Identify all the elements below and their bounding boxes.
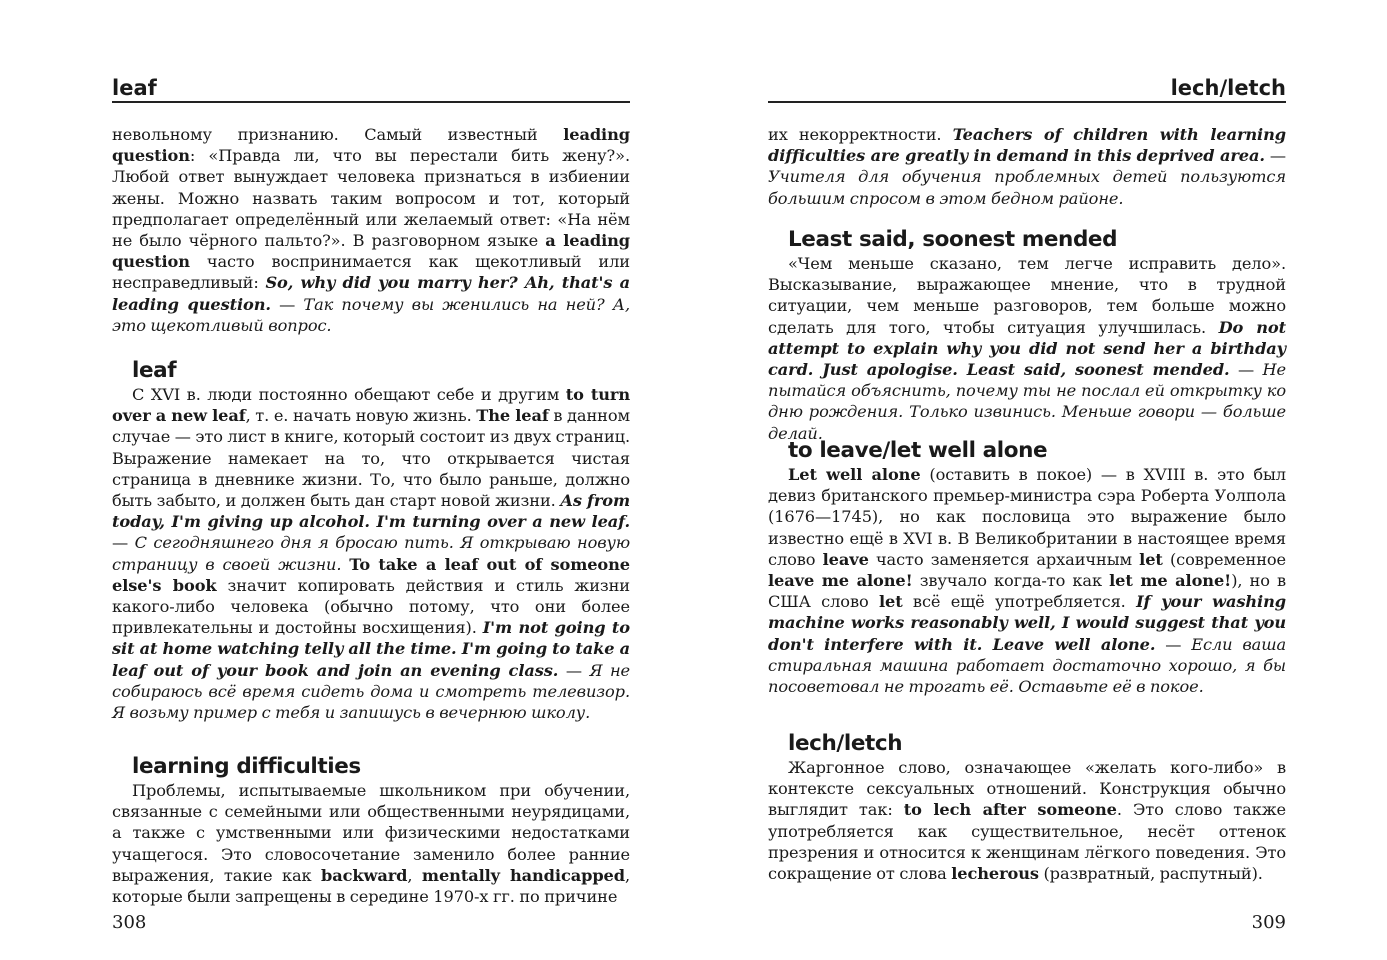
page-number: 308 <box>112 912 147 933</box>
english-example: If your washing machine works reasonably well, I would suggest that you don't interfere with it. Leave well alone. <box>768 592 1286 654</box>
bold-term: leave <box>822 549 869 569</box>
running-head: leaf <box>112 76 630 103</box>
entry-paragraph <box>112 780 630 907</box>
bold-term: backward <box>321 865 408 885</box>
english-example: So, why did you marry her? Ah, that's a leading question. <box>112 273 630 314</box>
body-text: , <box>407 865 422 885</box>
english-example: As from today, I'm giving up alcohol. I'm turning over a new leaf. <box>112 491 631 532</box>
body-text: часто воспринимается как щекотливый или несправедливый: <box>112 252 630 293</box>
body-text: , т. е. начать новую жизнь. <box>245 406 477 426</box>
bold-term: to turn over a new leaf <box>112 385 630 426</box>
entry-headword: Least said, soonest mended <box>788 227 1118 252</box>
entry-headword: learning difficulties <box>132 754 361 779</box>
continued-paragraph <box>112 124 630 336</box>
body-text: — <box>112 533 135 553</box>
left-page <box>112 0 630 960</box>
bold-term: a leading question <box>112 231 631 272</box>
entry-learning-difficulties <box>112 754 630 907</box>
english-example: I'm not going to sit at home watching telly all the time. I'm going to take a leaf out of your book and join an evening class. <box>112 618 630 680</box>
russian-translation: Если ваша стиральная машина работает достаточно хорошо, я бы посоветовал не трогать её. Оставьте её в покое. <box>768 634 1287 697</box>
entry-lech-letch <box>768 731 1286 884</box>
bold-term: mentally handicapped <box>421 865 625 885</box>
bold-term: to lech after someone <box>903 800 1117 820</box>
continued-paragraph <box>768 124 1286 209</box>
bold-term: The leaf <box>476 406 549 426</box>
body-text: звучало когда-то как <box>912 571 1110 591</box>
running-head: lech/letch <box>768 76 1286 103</box>
body-text: Жаргонное слово, означающее «желать кого-либо» в контексте сексуальных отношений. Конструкция обычно выглядит так: <box>768 758 1286 820</box>
body-text: невольному признанию. Самый известный <box>112 125 564 144</box>
right-page <box>768 0 1286 960</box>
body-text: ), но в США слово <box>768 571 1287 612</box>
entry-paragraph <box>112 384 630 723</box>
body-text: часто заменяется архаичным <box>868 549 1140 569</box>
bold-term: lecherous <box>951 864 1039 884</box>
body-text: (оставить в покое) — в XVIII в. это был девиз британского премьер-министра сэра Роберта Уолпола (1676—1745), но как пословица это выражение было известно ещё в XVI в. В Великобритании в настоящее время слово <box>768 465 1286 569</box>
body-text: Проблемы, испытываемые школьником при обучении, связанные с семейными или общественными неурядицами, а также с умственными или физическими недостатками учащегося. Это словосочетание заменило более ранние выражения, такие как <box>112 781 630 885</box>
bold-term: let <box>878 592 903 612</box>
body-text: (современное <box>1162 549 1287 569</box>
body-text: — <box>1155 634 1192 654</box>
bold-term: let me alone! <box>1109 571 1232 591</box>
body-text: — <box>1229 360 1263 380</box>
body-text: С XVI в. люди постоянно обещают себе и другим <box>132 385 566 404</box>
entry-paragraph <box>768 464 1286 697</box>
body-text: в данном случае — это лист в книге, который состоит из двух страниц. Выражение намекает на то, что открывается чистая страница в дневнике жизни. То, что было раньше, должно быть забыто, и должен быть дан старт новой жизни. <box>112 406 630 511</box>
body-text: всё ещё употребляется. <box>902 592 1137 612</box>
body-text: (развратный, распутный). <box>1038 864 1263 884</box>
entry-body <box>112 780 630 907</box>
body-text: , которые были запрещены в середине 1970-х гг. по причине <box>112 865 630 907</box>
bold-term: let <box>1139 549 1163 569</box>
entry-leave-well-alone <box>768 438 1286 697</box>
entry-paragraph <box>768 757 1286 884</box>
russian-translation: Не пытайся объяснить, почему ты не послал ей открытку ко дню рождения. Только извинись. Меньше говори — больше делай. <box>768 360 1286 443</box>
english-example: Do not attempt to explain why you did not send her a birthday card. Just apologise. Least said, soonest mended. <box>768 317 1287 380</box>
entry-body <box>112 384 630 723</box>
bold-term: leave me alone! <box>768 571 913 591</box>
bold-term: To take a leaf out of someone else's book <box>112 554 630 595</box>
entry-body <box>768 464 1286 697</box>
entry-paragraph <box>768 253 1286 444</box>
entry-headword: leaf <box>132 358 177 383</box>
entry-body <box>768 757 1286 884</box>
bold-term: leading question <box>112 125 630 166</box>
continuation-text <box>768 124 1286 209</box>
body-text: — <box>558 660 590 680</box>
entry-headword: to leave/let well alone <box>788 438 1048 463</box>
body-text: значит копировать действия и стиль жизни какого-либо человека (обычно потому, что они более привлекательны и достойны восхищения). <box>112 575 630 638</box>
body-text: их некорректности. <box>768 125 953 144</box>
russian-translation: Так почему вы женились на ней? А, это щекотливый вопрос. <box>112 294 630 335</box>
english-example: Teachers of children with learning difficulties are greatly in demand in this deprived area. <box>768 125 1286 166</box>
entry-body <box>768 253 1286 444</box>
russian-translation: С сегодняшнего дня я бросаю пить. Я открываю новую страницу в своей жизни. <box>112 533 630 574</box>
entry-headword: lech/letch <box>788 731 903 756</box>
body-text: — <box>270 294 304 314</box>
page-number: 309 <box>1251 912 1286 933</box>
body-text: : «Правда ли, что вы перестали бить жену?». Любой ответ вынуждает человека признаться в избиении жены. Можно назвать таким вопросом и тот, который предполагает определённый или желаемый ответ: «На нём не было чёрного пальто?». В разговорном языке <box>112 146 630 251</box>
body-text: «Чем меньше сказано, тем легче исправить дело». Высказывание, выражающее мнение, что в трудной ситуации, чем меньше разговоров, тем больше можно сделать для того, чтобы ситуация улучшилась. <box>768 254 1286 337</box>
russian-translation: Я не собираюсь всё время сидеть дома и смотреть телевизор. Я возьму пример с тебя и запишусь в вечернюю школу. <box>112 660 631 723</box>
russian-translation: Учителя для обучения проблемных детей пользуются большим спросом в этом бедном районе. <box>768 167 1286 208</box>
bold-term: Let well alone <box>788 465 921 484</box>
body-text: — <box>1264 146 1286 166</box>
entry-leaf <box>112 358 630 723</box>
body-text: . Это слово также употребляется как существительное, несёт оттенок презрения и относится к женщинам лёгкого поведения. Это сокращение от слова <box>768 800 1286 884</box>
entry-least-said <box>768 227 1286 444</box>
continuation-text <box>112 124 630 336</box>
